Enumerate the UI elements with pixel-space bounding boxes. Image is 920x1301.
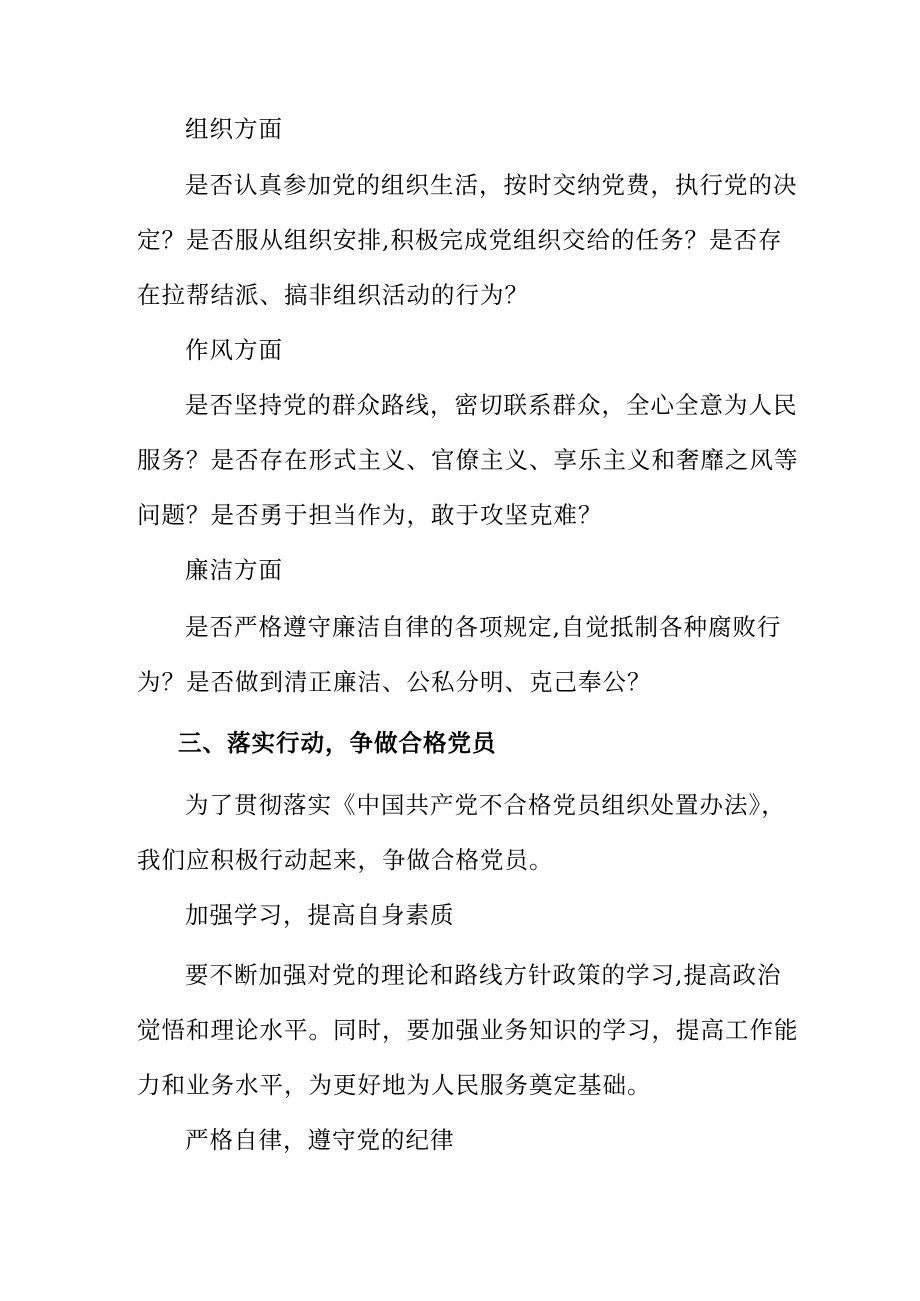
paragraph-line: 问题？是否勇于担当作为，敢于攻坚克难？ <box>137 501 603 529</box>
paragraph-line: 为？是否做到清正廉洁、公私分明、克己奉公？ <box>137 668 652 696</box>
paragraph-line: 是否严格遵守廉洁自律的各项规定,自觉抵制各种腐败行 <box>185 613 782 641</box>
section-title-style: 作风方面 <box>185 336 283 364</box>
subsection-title-discipline: 严格自律，遵守党的纪律 <box>185 1126 455 1154</box>
paragraph-line: 我们应积极行动起来，争做合格党员。 <box>137 846 554 874</box>
section-title-integrity: 廉洁方面 <box>185 556 283 584</box>
paragraph-line: 力和业务水平，为更好地为人民服务奠定基础。 <box>137 1071 652 1099</box>
paragraph-line: 觉悟和理论水平。同时，要加强业务知识的学习，提高工作能 <box>137 1016 799 1044</box>
paragraph-line: 要不断加强对党的理论和路线方针政策的学习,提高政治 <box>185 961 782 989</box>
paragraph-line: 在拉帮结派、搞非组织活动的行为？ <box>137 281 529 309</box>
section-title-organization: 组织方面 <box>185 115 283 143</box>
paragraph-line: 是否坚持党的群众路线，密切联系群众，全心全意为人民 <box>185 391 798 419</box>
paragraph-line: 是否认真参加党的组织生活，按时交纳党费，执行党的决 <box>185 171 798 199</box>
paragraph-line: 定？是否服从组织安排,积极完成党组织交给的任务？是否存 <box>137 226 783 254</box>
paragraph-line: 服务？是否存在形式主义、官僚主义、享乐主义和奢靡之风等 <box>137 446 799 474</box>
section-heading-three: 三、落实行动，争做合格党员 <box>178 729 497 757</box>
subsection-title-study: 加强学习，提高自身素质 <box>185 901 455 929</box>
paragraph-line: 为了贯彻落实《中国共产党不合格党员组织处置办法》， <box>185 791 786 819</box>
